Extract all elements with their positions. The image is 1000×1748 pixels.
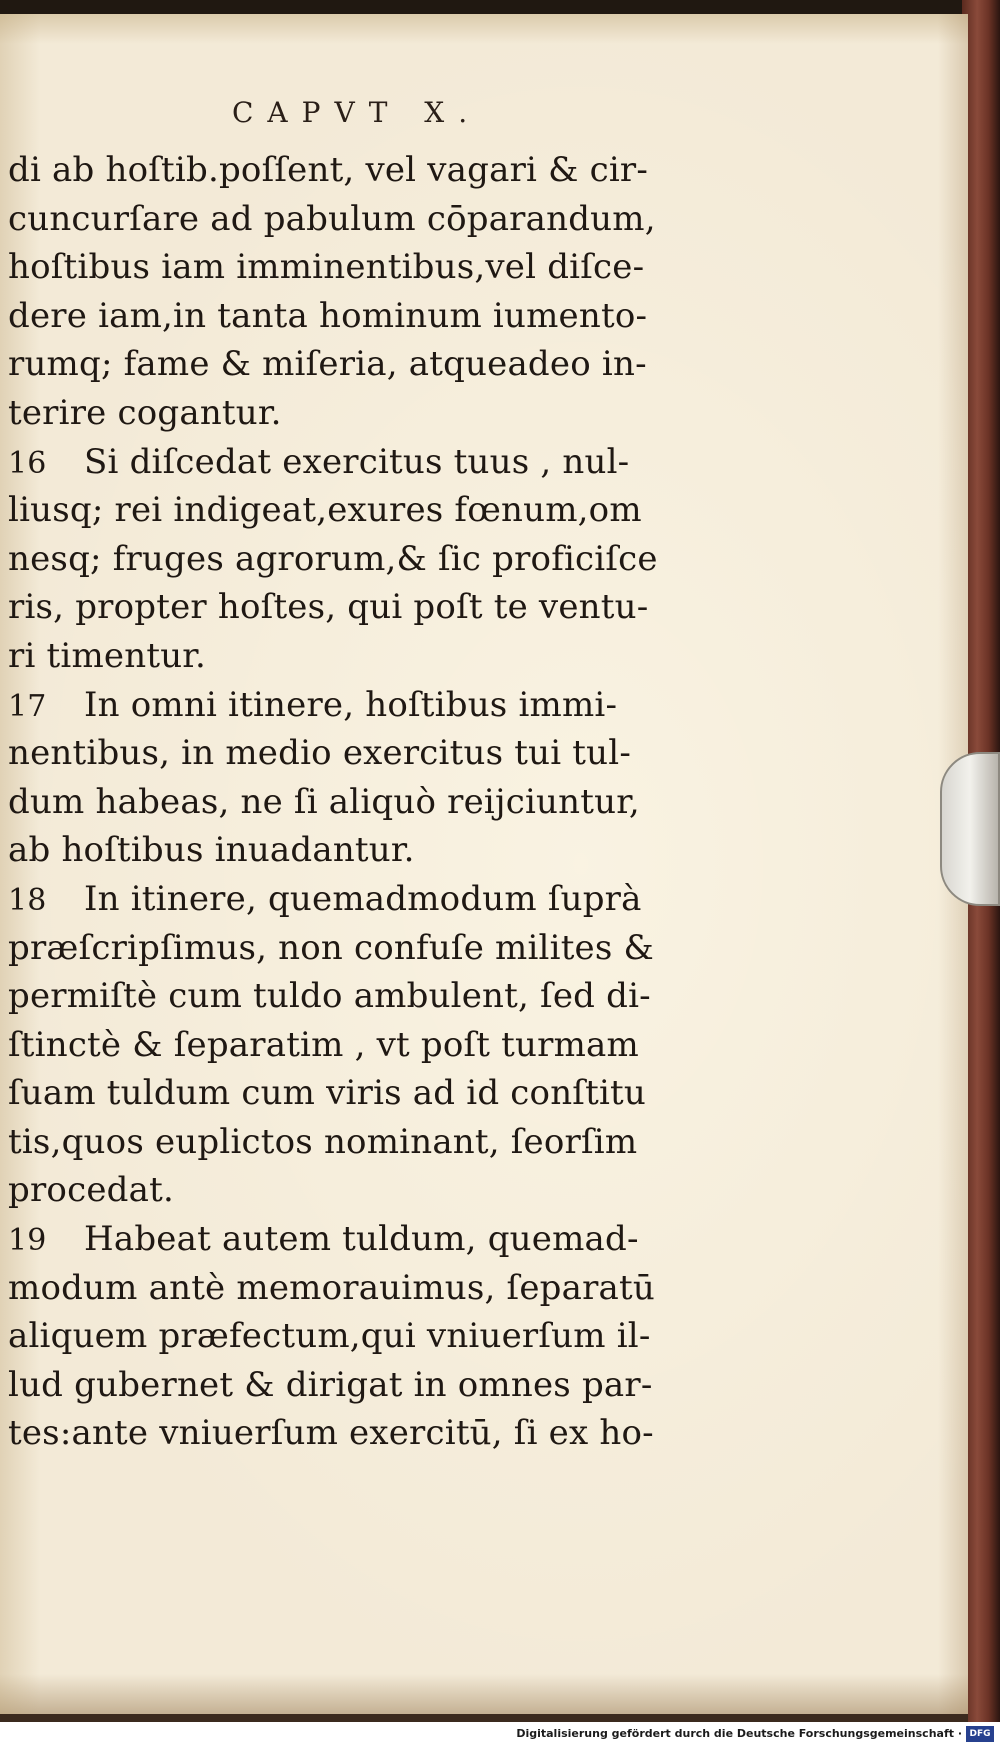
line-text: In itinere, quemadmodum ſuprà	[84, 878, 642, 919]
text-line	[8, 243, 728, 292]
line-text: ſtinctè & ſeparatim , vt poſt turmam	[8, 1024, 639, 1065]
text-line	[8, 1069, 728, 1118]
page-text	[8, 146, 728, 1458]
line-text: præſcripſimus, non confuſe milites &	[8, 927, 654, 968]
line-text: procedat.	[8, 1170, 174, 1211]
book-page	[0, 14, 968, 1722]
paragraph-number: 19	[8, 1223, 47, 1259]
line-text: Habeat autem tuldum, quemad-	[84, 1219, 639, 1260]
text-line	[8, 438, 728, 487]
line-text: In omni itinere, hoſtibus immi-	[84, 684, 618, 725]
text-line	[8, 535, 728, 584]
page-header: CAPVT X.	[232, 96, 482, 129]
paragraph-number: 18	[8, 882, 47, 918]
paragraph-number: 17	[8, 688, 47, 724]
line-text: hoſtibus iam imminentibus,vel diſce-	[8, 247, 645, 288]
text-line	[8, 632, 728, 681]
dfg-logo-icon: DFG	[966, 1726, 994, 1742]
line-text: ri timentur.	[8, 635, 207, 676]
line-text: dum habeas, ne ſi aliquò reijciuntur,	[8, 781, 640, 822]
line-text: ab hoſtibus inuadantur.	[8, 830, 415, 871]
text-line	[8, 1215, 728, 1264]
text-line	[8, 1118, 728, 1167]
text-line	[8, 340, 728, 389]
line-text: lud gubernet & dirigat in omnes par-	[8, 1364, 653, 1405]
text-line	[8, 778, 728, 827]
text-line	[8, 486, 728, 535]
text-line	[8, 389, 728, 438]
text-line	[8, 972, 728, 1021]
line-text: aliquem præfectum,qui vniuerſum il-	[8, 1316, 651, 1357]
line-text: permiſtè cum tuldo ambulent, ſed di-	[8, 976, 651, 1017]
text-line	[8, 1166, 728, 1215]
text-line	[8, 875, 728, 924]
text-line	[8, 924, 728, 973]
text-line	[8, 1312, 728, 1361]
line-text: terire cogantur.	[8, 392, 282, 433]
page-tab-clip	[940, 752, 1000, 906]
line-text: liusq; rei indigeat,exures fœnum,om	[8, 490, 642, 531]
text-line	[8, 1264, 728, 1313]
text-line	[8, 681, 728, 730]
footer-bar	[0, 1722, 1000, 1748]
line-text: tis,quos euplictos nominant, ſeorſim	[8, 1121, 638, 1162]
line-text: nentibus, in medio exercitus tui tul-	[8, 733, 632, 774]
text-line	[8, 826, 728, 875]
text-line	[8, 583, 728, 632]
text-line	[8, 195, 728, 244]
line-text: rumq; fame & miſeria, atqueadeo in-	[8, 344, 647, 385]
line-text: tes:ante vniuerſum exercitū, ſi ex ho-	[8, 1413, 654, 1454]
paragraph-number: 16	[8, 445, 47, 481]
text-line	[8, 146, 728, 195]
line-text: ris, propter hoſtes, qui poſt te ventu-	[8, 587, 649, 628]
line-text: nesq; fruges agrorum,& ſic proficiſce	[8, 538, 658, 579]
text-line	[8, 1021, 728, 1070]
text-line	[8, 729, 728, 778]
line-text: cuncurſare ad pabulum cōparandum,	[8, 198, 656, 239]
text-line	[8, 1409, 728, 1458]
text-line	[8, 1361, 728, 1410]
footer-credit: Digitalisierung gefördert durch die Deutsche Forschungsgemeinschaft ·	[516, 1727, 962, 1740]
line-text: dere iam,in tanta hominum iumento-	[8, 295, 648, 336]
line-text: ſuam tuldum cum viris ad id conſtitu	[8, 1073, 646, 1114]
text-line	[8, 292, 728, 341]
line-text: Si diſcedat exercitus tuus , nul-	[84, 441, 630, 482]
line-text: di ab hoſtib.poſſent, vel vagari & cir-	[8, 150, 649, 190]
line-text: modum antè memorauimus, ſeparatū	[8, 1267, 655, 1308]
